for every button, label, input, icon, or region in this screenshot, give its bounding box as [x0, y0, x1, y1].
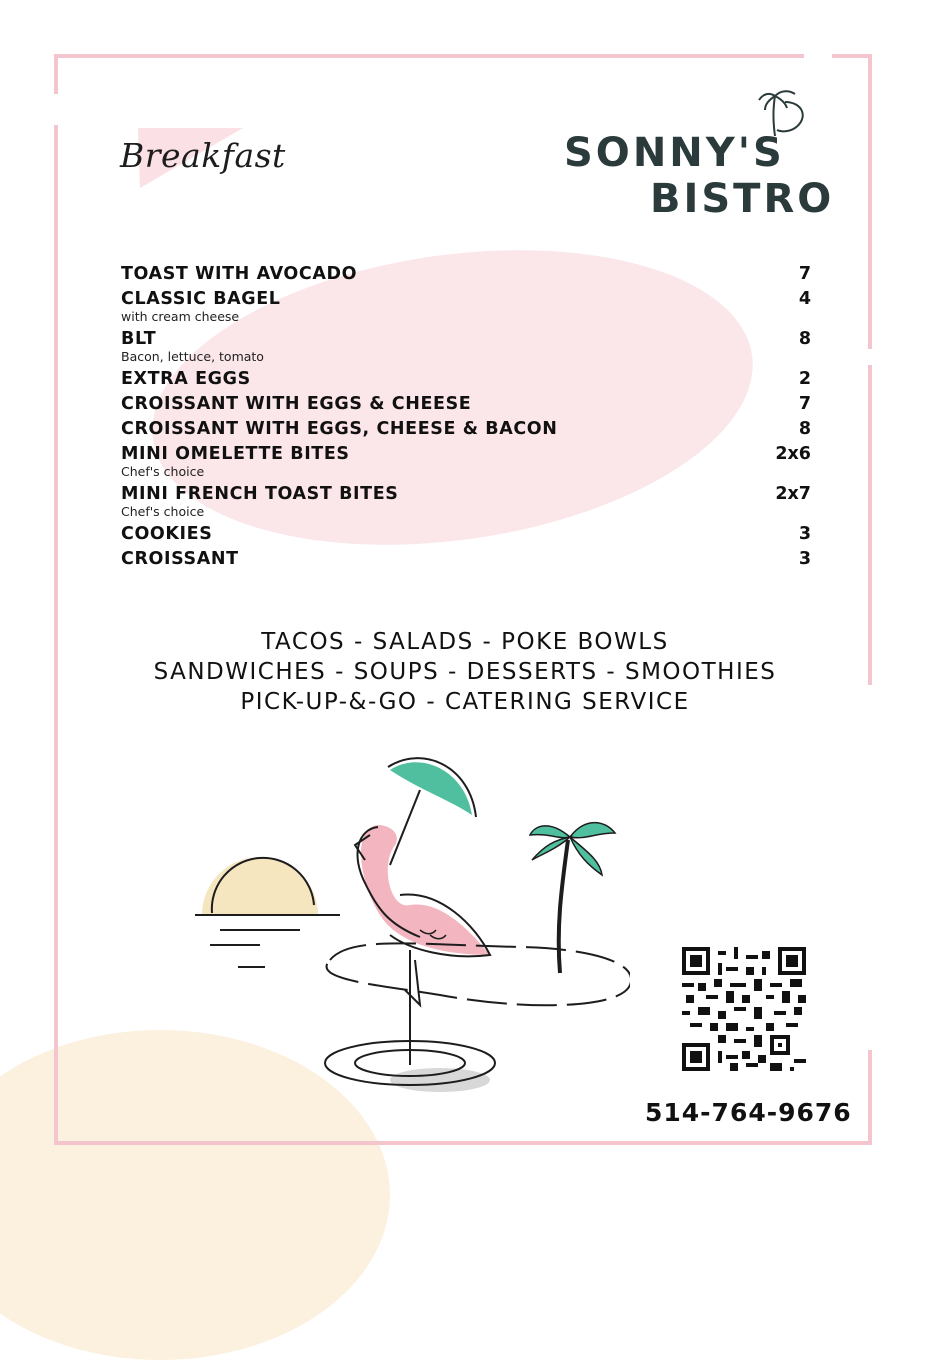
logo-line2: BISTRO — [650, 176, 835, 222]
item-description: Chef's choice — [121, 464, 205, 479]
logo — [560, 88, 835, 228]
flamingo-beach-icon — [190, 745, 630, 1100]
palm-tree-icon — [755, 88, 815, 148]
services-line: SANDWICHES - SOUPS - DESSERTS - SMOOTHIES — [153, 659, 777, 685]
item-price: 2 — [798, 369, 811, 389]
item-name: COOKIES — [121, 524, 213, 544]
menu-item — [121, 262, 811, 287]
item-price: 2x6 — [775, 444, 811, 464]
menu-item — [121, 482, 811, 519]
item-name: EXTRA EGGS — [121, 369, 251, 389]
item-price: 3 — [798, 524, 811, 544]
menu-item — [121, 287, 811, 324]
item-name: CROISSANT WITH EGGS, CHEESE & BACON — [121, 419, 558, 439]
services-line: TACOS - SALADS - POKE BOWLS — [261, 629, 669, 655]
menu-item — [121, 392, 811, 417]
services-list — [110, 627, 820, 717]
item-name: TOAST WITH AVOCADO — [121, 264, 358, 284]
item-name: BLT — [121, 329, 157, 349]
item-description: Bacon, lettuce, tomato — [121, 349, 264, 364]
item-price: 7 — [798, 264, 811, 284]
item-name: CROISSANT — [121, 549, 239, 569]
menu-item — [121, 547, 811, 572]
menu-item — [121, 417, 811, 442]
item-price: 2x7 — [775, 484, 811, 504]
item-description: Chef's choice — [121, 504, 205, 519]
item-description: with cream cheese — [121, 309, 240, 324]
menu-item — [121, 327, 811, 364]
item-price: 8 — [798, 329, 811, 349]
item-name: MINI OMELETTE BITES — [121, 444, 350, 464]
item-price: 7 — [798, 394, 811, 414]
item-price: 4 — [798, 289, 811, 309]
item-name: CLASSIC BAGEL — [121, 289, 281, 309]
item-name: CROISSANT WITH EGGS & CHEESE — [121, 394, 472, 414]
section-heading — [118, 128, 318, 198]
services-line: PICK-UP-&-GO - CATERING SERVICE — [240, 689, 690, 715]
logo-line1: SONNY'S — [564, 130, 785, 176]
item-price: 3 — [798, 549, 811, 569]
item-name: MINI FRENCH TOAST BITES — [121, 484, 399, 504]
menu-list — [121, 262, 811, 572]
menu-item — [121, 442, 811, 479]
menu-item — [121, 367, 811, 392]
qr-code-icon — [682, 947, 806, 1071]
item-price: 8 — [798, 419, 811, 439]
section-title: Breakfast — [120, 136, 286, 175]
phone-number: 514-764-9676 — [645, 1098, 852, 1127]
menu-item — [121, 522, 811, 547]
